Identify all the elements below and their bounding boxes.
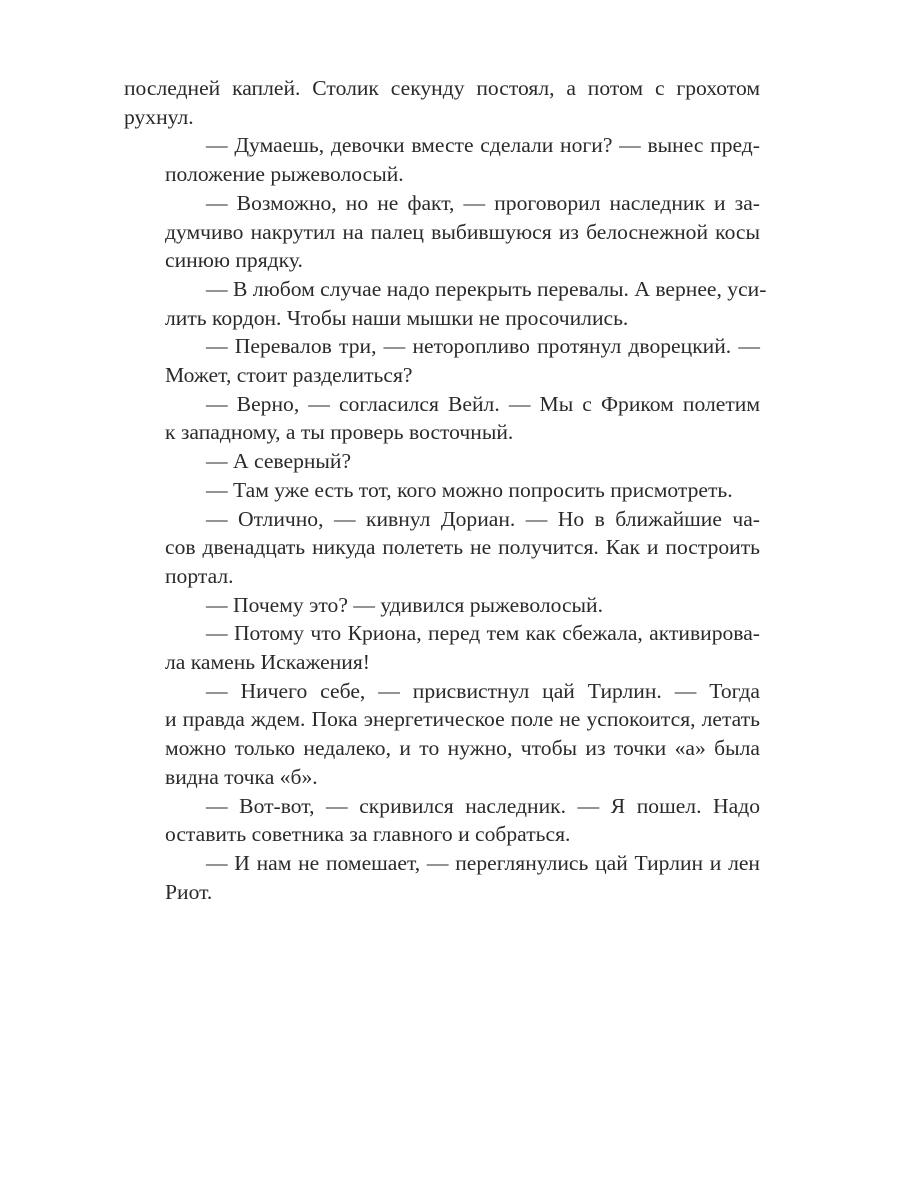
paragraph bbox=[124, 849, 760, 906]
text-line: — Вот-вот, — скривился наследник. — Я пошел. Надо bbox=[206, 793, 760, 818]
text-line: — И нам не помешает, — переглянулись цай Тирлин и лен bbox=[206, 850, 760, 875]
text-line: — А северный? bbox=[206, 449, 352, 474]
text-line: можно только недалеко, и то нужно, чтобы из точки «а» была bbox=[165, 736, 760, 761]
text-line: — В любом случае надо перекрыть перевалы. А вернее, уси- bbox=[206, 276, 767, 301]
text-line: сов двенадцать никуда полететь не получится. Как и построить bbox=[165, 535, 760, 560]
text-line: к западному, а ты проверь восточный. bbox=[165, 420, 514, 445]
text-line: думчиво накрутил на палец выбившуюся из белоснежной косы bbox=[165, 219, 760, 244]
paragraph bbox=[124, 332, 760, 389]
text-line: Может, стоит разделиться? bbox=[165, 363, 413, 388]
paragraph bbox=[124, 447, 760, 476]
paragraph bbox=[124, 189, 760, 275]
paragraph bbox=[124, 131, 760, 188]
text-line: — Ничего себе, — присвистнул цай Тирлин. — Тогда bbox=[206, 678, 760, 703]
text-line: лить кордон. Чтобы наши мышки не просочились. bbox=[165, 305, 629, 330]
paragraph bbox=[124, 275, 767, 332]
text-line: видна точка «б». bbox=[165, 764, 318, 789]
text-line: — Возможно, но не факт, — проговорил наследник и за- bbox=[206, 190, 760, 215]
text-line: ла камень Искажения! bbox=[165, 650, 370, 675]
body-text bbox=[124, 74, 767, 906]
paragraph bbox=[124, 505, 760, 591]
paragraph bbox=[124, 390, 760, 447]
paragraph bbox=[124, 619, 760, 676]
text-line: — Там уже есть тот, кого можно попросить присмотреть. bbox=[206, 477, 733, 502]
text-line: портал. bbox=[165, 563, 234, 588]
paragraph bbox=[124, 476, 760, 505]
text-line: — Думаешь, девочки вместе сделали ноги? — вынес пред- bbox=[206, 133, 760, 158]
text-line: и правда ждем. Пока энергетическое поле не успокоится, летать bbox=[165, 707, 760, 732]
text-line: — Почему это? — удивился рыжеволосый. bbox=[206, 592, 603, 617]
text-line: рухнул. bbox=[124, 104, 194, 129]
paragraph bbox=[124, 591, 760, 620]
text-line: последней каплей. Столик секунду постоял, а потом с грохотом bbox=[124, 76, 760, 100]
paragraph bbox=[124, 74, 760, 131]
text-line: Риот. bbox=[165, 879, 213, 904]
paragraph bbox=[124, 677, 760, 792]
text-line: — Верно, — согласился Вейл. — Мы с Фриком полетим bbox=[206, 391, 760, 416]
paragraph bbox=[124, 792, 760, 849]
text-line: оставить советника за главного и собраться. bbox=[165, 822, 571, 847]
text-line: — Отлично, — кивнул Дориан. — Но в ближайшие ча- bbox=[206, 506, 760, 531]
text-line: — Потому что Криона, перед тем как сбежала, активирова- bbox=[206, 621, 760, 646]
text-line: — Перевалов три, — неторопливо протянул дворецкий. — bbox=[206, 334, 760, 359]
text-line: положение рыжеволосый. bbox=[165, 162, 404, 187]
text-line: синюю прядку. bbox=[165, 248, 303, 273]
